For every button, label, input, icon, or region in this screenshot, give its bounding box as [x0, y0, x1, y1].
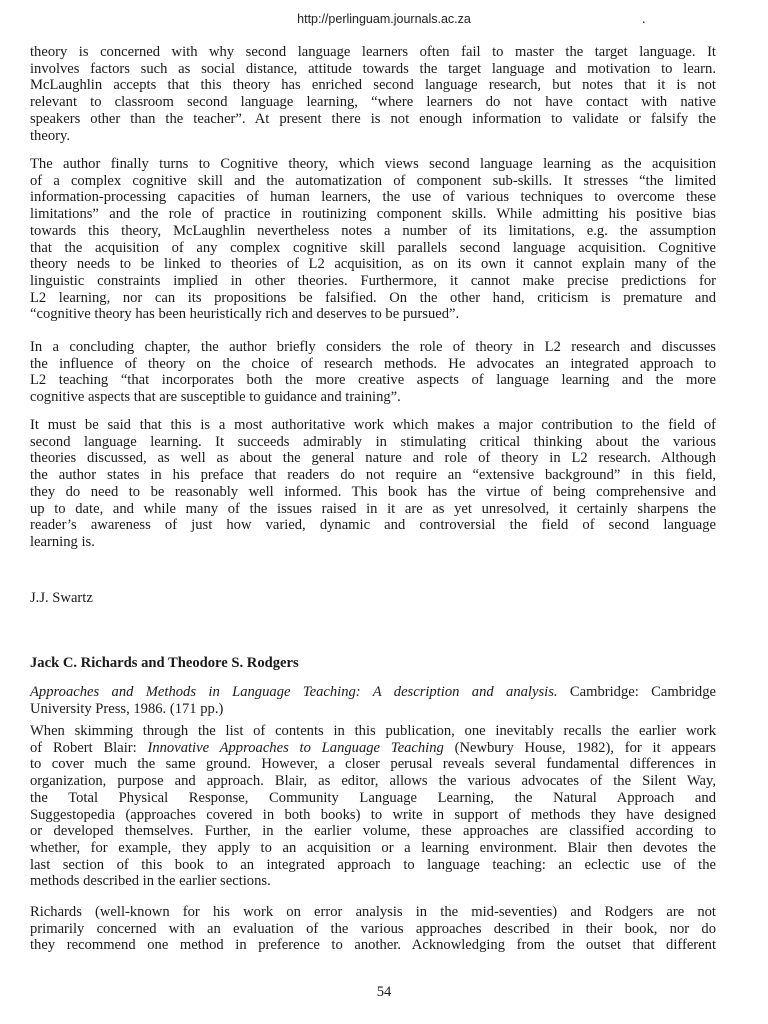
text-line: second language learning. It succeeds admirably in stimulating critical thinking about the various [30, 433, 716, 450]
text-line: linguistic constraints implied in other theories. Furthermore, it cannot make precise predictions for [30, 272, 716, 289]
text-line: Richards (well-known for his work on error analysis in the mid-seventies) and Rodgers are not [30, 904, 716, 920]
text-line: limitations” and the role of practice in routinizing component skills. While admitting his positive bias [30, 206, 716, 223]
text-line: L2 teaching “that incorporates both the more creative aspects of language learning and the more [30, 372, 716, 389]
text-line: theory. [30, 127, 70, 144]
text-line: L2 learning, nor can its propositions be falsified. On the other hand, criticism is premature and [30, 289, 716, 306]
text-line: Suggestopedia (approaches covered in both books) to write in support of methods they have designed [30, 806, 716, 823]
text-line: “cognitive theory has been heuristically rich and deserves to be pursued”. [30, 306, 460, 323]
text-segment: (Newbury House, 1982), for it appears [443, 739, 716, 756]
text-line: Jack C. Richards and Theodore S. Rodgers [30, 655, 299, 671]
italic-title: Innovative Approaches to Language Teaching [147, 739, 444, 756]
text-line: In a concluding chapter, the author briefly considers the role of theory in L2 research and discusses [30, 339, 716, 355]
text-line: When skimming through the list of contents in this publication, one inevitably recalls the earlier work [30, 723, 716, 739]
source-url-header: http://perlinguam.journals.ac.za [297, 12, 471, 26]
text-line: the influence of theory on the choice of research methods. He advocates an integrated approach to [30, 355, 716, 372]
text-segment: Cambridge: Cambridge [557, 684, 716, 700]
scan-speck: . [642, 12, 646, 27]
text-line: information-processing capacities of human learners, the use of various techniques to overcome these [30, 189, 716, 206]
text-line: of a complex cognitive skill and the automatization of component sub-skills. It stresses “the limited [30, 172, 716, 189]
paragraph-cognitive-theory [30, 156, 716, 323]
reviewer-signature [30, 590, 716, 607]
text-line: up to date, and while many of the issues raised in it are as yet unresolved, it certainly sharpens the [30, 500, 716, 517]
text-line: learning is. [30, 533, 95, 550]
text-line: cognitive aspects that are susceptible to guidance and training”. [30, 389, 401, 406]
text-line: last section of this book to an integrated approach to language teaching: an eclectic use of the [30, 856, 716, 873]
review-heading-authors [30, 655, 716, 672]
text-line: J.J. Swartz [30, 590, 93, 606]
text-line: methods described in the earlier sections. [30, 873, 271, 890]
text-line: that the acquisition of any complex cognitive skill parallels second language acquisition. Cognitive [30, 239, 716, 256]
text-line: reader’s awareness of just how varied, dynamic and controversial the field of second language [30, 517, 716, 534]
text-line [30, 740, 716, 757]
paragraph-evaluation [30, 417, 716, 551]
text-line: they do need to be reasonably well informed. This book has the virtue of being comprehensive and [30, 483, 716, 500]
text-line: theory is concerned with why second language learners often fail to master the target language. It [30, 44, 716, 60]
text-line: involves factors such as social distance, attitude towards the target language and motivation to learn. [30, 60, 716, 77]
paragraph-concluding-chapter [30, 339, 716, 406]
text-line: The author finally turns to Cognitive theory, which views second language learning as the acquisition [30, 156, 716, 172]
paragraph-richards-rodgers [30, 904, 716, 954]
text-line: they recommend one method in preference to another. Acknowledging from the outset that different [30, 937, 716, 954]
text-line [30, 684, 716, 701]
text-line: primarily concerned with an evaluation of the various approaches described in their book, nor do [30, 920, 716, 937]
text-segment: of Robert Blair: [30, 739, 148, 756]
page-number: 54 [376, 984, 392, 1000]
text-line: to cover much the same ground. However, a closer perusal reveals several fundamental differences in [30, 756, 716, 773]
text-line: theory needs to be linked to theories of L2 acquisition, as on its own it cannot explain many of the [30, 256, 716, 273]
text-line: whether, for example, they apply to an acquisition or a learning environment. Blair then devotes the [30, 839, 716, 856]
text-line: speakers other than the teacher”. At present there is not enough information to validate or falsify the [30, 110, 716, 127]
italic-title: Approaches and Methods in Language Teaching: A description and analysis. [30, 684, 558, 700]
text-line: relevant to classroom second language learning, “where learners do not have contact with native [30, 94, 716, 111]
text-line: University Press, 1986. (171 pp.) [30, 700, 224, 717]
text-line: the Total Physical Response, Community Language Learning, the Natural Approach and [30, 789, 716, 806]
text-line: theories discussed, as well as about the general nature and role of theory in L2 research. Although [30, 450, 716, 467]
text-line: or developed themselves. Further, in the earlier volume, these approaches are classified according to [30, 823, 716, 840]
text-line: It must be said that this is a most authoritative work which makes a major contribution to the field of [30, 417, 716, 433]
text-line: McLaughlin accepts that this theory has enriched second language research, but notes that it is not [30, 77, 716, 94]
book-citation [30, 684, 716, 717]
paragraph-skimming [30, 723, 716, 890]
text-line: towards this theory, McLaughlin nevertheless notes a number of its limitations, e.g. the assumption [30, 222, 716, 239]
text-line: the author states in his preface that readers do not require an “extensive background” in this field, [30, 467, 716, 484]
text-line: organization, purpose and approach. Blair, as editor, allows the various advocates of the Silent Way, [30, 773, 716, 790]
paragraph-social-psych-theory [30, 44, 716, 144]
